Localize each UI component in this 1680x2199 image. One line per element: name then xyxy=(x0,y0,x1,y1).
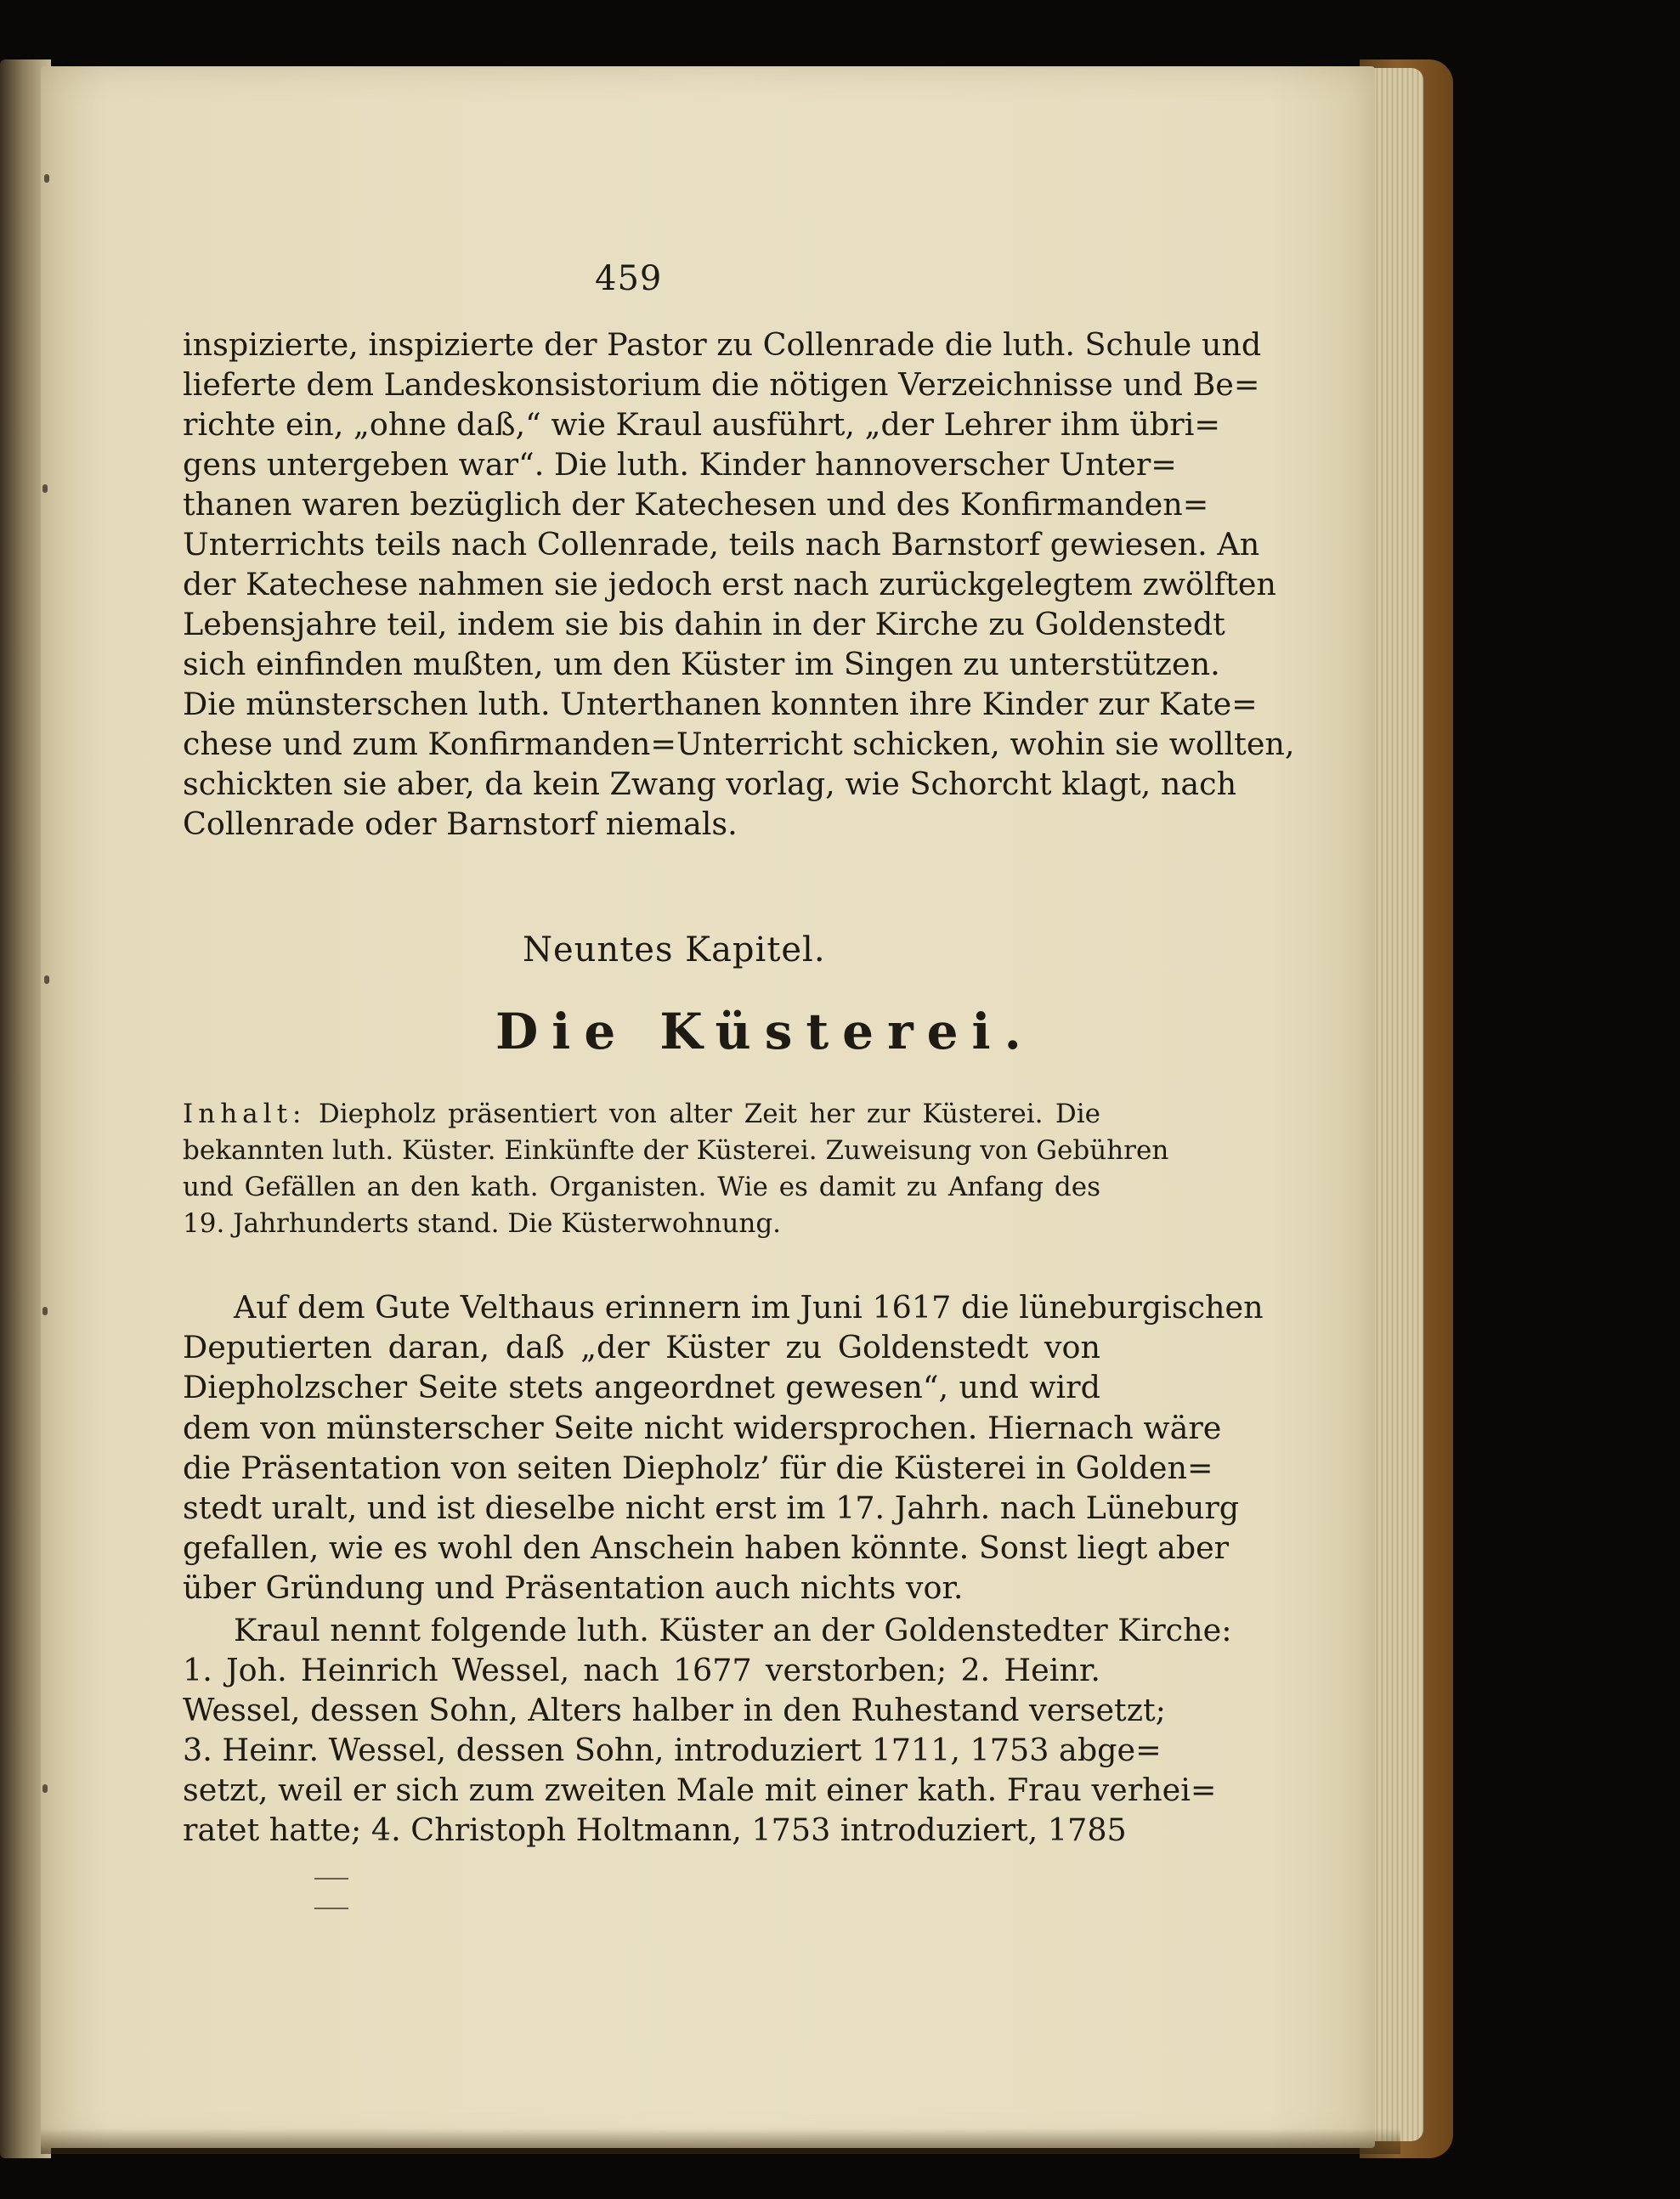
text-line: der Katechese nahmen sie jedoch erst nach zurückgelegtem zwölften xyxy=(183,566,1276,602)
summary-label: Inhalt: xyxy=(183,1099,307,1129)
footnote-mark xyxy=(314,1878,348,1880)
summary-line: bekannten luth. Küster. Einkünfte der Küsterei. Zuweisung von Gebühren xyxy=(183,1135,1169,1166)
text-line: gens untergeben war“. Die luth. Kinder hannoverscher Unter= xyxy=(183,446,1177,483)
paragraph-3 xyxy=(183,1610,1232,1850)
text-line: Collenrade oder Barnstorf niemals. xyxy=(183,806,738,842)
margin-speck xyxy=(42,1784,48,1793)
chapter-summary xyxy=(183,1096,1169,1242)
text-line: die Präsentation von seiten Diepholz’ für die Küsterei in Golden= xyxy=(183,1449,1213,1486)
text-line: gefallen, wie es wohl den Anschein haben könnte. Sonst liegt aber xyxy=(183,1529,1230,1567)
text-line: chese und zum Konfirmanden=Unterricht schicken, wohin sie wollten, xyxy=(183,726,1295,762)
text-line: ratet hatte; 4. Christoph Holtmann, 1753 introduziert, 1785 xyxy=(183,1812,1127,1848)
text-line: schickten sie aber, da kein Zwang vorlag, wie Schorcht klagt, nach xyxy=(183,766,1237,802)
summary-text: Diepholz präsentiert von alter Zeit her zur Küsterei. Die xyxy=(318,1099,1100,1129)
margin-speck xyxy=(44,174,49,183)
text-line: Kraul nennt folgende luth. Küster an der Goldenstedter Kirche: xyxy=(234,1612,1232,1648)
summary-line: und Gefällen an den kath. Organisten. Wie es damit zu Anfang des xyxy=(183,1172,1100,1202)
paragraph-1 xyxy=(183,325,1295,844)
text-line: Auf dem Gute Velthaus erinnern im Juni 1617 die lüneburgischen xyxy=(234,1289,1264,1326)
paragraph-2 xyxy=(183,1287,1264,1608)
text-line: dem von münsterscher Seite nicht widersprochen. Hiernach wäre xyxy=(183,1409,1222,1446)
text-line: Diepholzscher Seite stets angeordnet gewesen“, und wird xyxy=(183,1369,1100,1406)
chapter-heading: Neuntes Kapitel. xyxy=(523,930,826,969)
summary-line: 19. Jahrhunderts stand. Die Küsterwohnung. xyxy=(183,1208,782,1239)
margin-speck xyxy=(44,975,49,984)
page-number: 459 xyxy=(595,259,663,298)
text-line: lieferte dem Landeskonsistorium die nötigen Verzeichnisse und Be= xyxy=(183,366,1260,403)
text-line: 1. Joh. Heinrich Wessel, nach 1677 verstorben; 2. Heinr. xyxy=(183,1652,1100,1688)
text-line: Wessel, dessen Sohn, Alters halber in den Ruhestand versetzt; xyxy=(183,1692,1166,1728)
text-line: thanen waren bezüglich der Katechesen und des Konfirmanden= xyxy=(183,486,1209,523)
text-line: richte ein, „ohne daß,“ wie Kraul ausführt, „der Lehrer ihm übri= xyxy=(183,406,1220,443)
text-line: stedt uralt, und ist dieselbe nicht erst im 17. Jahrh. nach Lüneburg xyxy=(183,1489,1240,1526)
summary-line xyxy=(183,1096,1100,1133)
page-shadow xyxy=(41,2128,1400,2154)
text-line: Deputierten daran, daß „der Küster zu Goldenstedt von xyxy=(183,1329,1100,1366)
margin-speck xyxy=(42,1307,48,1315)
text-line: Unterrichts teils nach Collenrade, teils nach Barnstorf gewiesen. An xyxy=(183,526,1260,562)
text-line: sich einfinden mußten, um den Küster im Singen zu unterstützen. xyxy=(183,646,1220,682)
text-line: 3. Heinr. Wessel, dessen Sohn, introduziert 1711, 1753 abge= xyxy=(183,1732,1162,1768)
margin-speck xyxy=(42,484,48,493)
text-line: Lebensjahre teil, indem sie bis dahin in der Kirche zu Goldenstedt xyxy=(183,606,1225,642)
text-line: über Gründung und Präsentation auch nichts vor. xyxy=(183,1569,964,1607)
chapter-title: Die Küsterei. xyxy=(495,1003,1035,1060)
text-line: setzt, weil er sich zum zweiten Male mit einer kath. Frau verhei= xyxy=(183,1772,1217,1808)
footnote-mark xyxy=(314,1908,348,1909)
text-line: Die münsterschen luth. Unterthanen konnten ihre Kinder zur Kate= xyxy=(183,686,1258,722)
text-line: inspizierte, inspizierte der Pastor zu Collenrade die luth. Schule und xyxy=(183,326,1262,363)
